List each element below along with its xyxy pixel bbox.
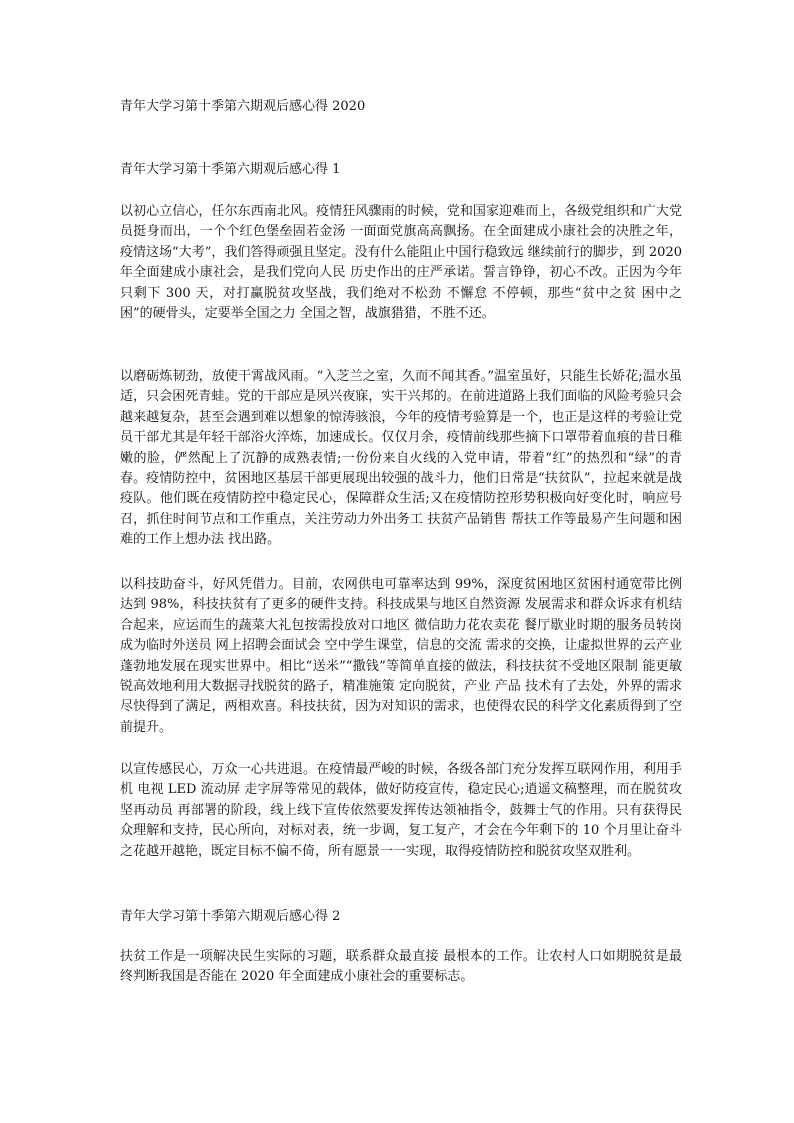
section-1-paragraph-1: 以初心立信心，任尔东西南北风。疫情狂风骤雨的时候，党和国家迎难而上，各级党组织和广大党员挺身而出，一个个红色堡垒固若金汤 一面面党旗高高飘扬。在全面建成小康社会的决胜之年，疫情这场“大考”，我们答得顽强且坚定。没有什么能阻止中国行稳致远 继续前行的脚步，到 2020 年全面建成小康社会，是我们党向人民 历史作出的庄严承诺。誓言铮铮，初心不改。正因为今年只剩下 300 天，对打赢脱贫攻坚战，我们绝对不松劲 不懈怠 不停顿，那些“贫中之贫 困中之困”的硬骨头，定要举全国之力 全国之智，战旗猎猎，不胜不还。 — [120, 204, 682, 322]
section-1-paragraph-4: 以宣传感民心，万众一心共进退。在疫情最严峻的时候，各级各部门充分发挥互联网作用，利用手机 电视 LED 流动屏 走字屏等常见的载体，做好防疫宣传，稳定民心;逍遥文稿整理，而在脱贫攻坚再动员 再部署的阶段，线上线下宣传依然要发挥传达领袖指令，鼓舞士气的作用。只有获得民众理解和支持，民心所向，对标对表，统一步调，复工复产，才会在今年剩下的 10 个月里让奋斗之花越开越艳，既定目标不偏不倚，所有愿景一一实现，取得疫情防控和脱贫攻坚双胜利。 — [120, 762, 682, 859]
section-heading-1: 青年大学习第十季第六期观后感心得 1 — [120, 162, 341, 177]
section-1-paragraph-2: 以磨砺炼韧劲，放使干霄战风雨。“入芝兰之室，久而不闻其香。”温室虽好，只能生长娇花;温水虽适，只会困死青蛙。党的干部应是夙兴夜寐，实干兴邦的。在前进道路上我们面临的风险考验只会越来越复杂，甚至会遇到难以想象的惊涛骇浪，今年的疫情考验算是一个，也正是这样的考验让党员干部尤其是年轻干部浴火淬炼，加速成长。仅仅月余，疫情前线那些摘下口罩带着血痕的昔日稚嫩的脸，俨然配上了沉静的成熟表情;一份份来自火线的入党申请，带着“红”的热烈和“绿”的青春。疫情防控中，贫困地区基层干部更展现出较强的战斗力，他们日常是“扶贫队”，拉起来就是战疫队。他们既在疫情防控中稳定民心，保障群众生活;又在疫情防控形势积极向好变化时，响应号召，抓住时间节点和工作重点，关注劳动力外出务工 扶贫产品销售 帮扶工作等最易产生问题和困难的工作上想办法 找出路。 — [120, 369, 682, 548]
document-title: 青年大学习第十季第六期观后感心得 2020 — [120, 99, 366, 114]
section-2-paragraph-1: 扶贫工作是一项解决民生实际的习题，联系群众最直接 最根本的工作。让农村人口如期脱贫是最终判断我国是否能在 2020 年全面建成小康社会的重要标志。 — [120, 949, 682, 985]
section-heading-2: 青年大学习第十季第六期观后感心得 2 — [120, 909, 341, 924]
section-1-paragraph-3: 以科技助奋斗，好风凭借力。目前，农网供电可靠率达到 99%，深度贫困地区贫困村通宽带比例达到 98%，科技扶贫有了更多的硬件支持。科技成果与地区自然资源 发展需求和群众诉求有机结合起来，应运而生的蔬菜大礼包按需投放对口地区 微信助力花农卖花 餐厅歇业时期的服务员转岗成为临时外送员 网上招聘会面试会 空中学生课堂，信息的交流 需求的交换，让虚拟世界的云产业蓬勃地发展在现实世界中。相比“送米”“撒钱”等简单直接的做法，科技扶贫不受地区限制 能更敏锐高效地利用大数据寻找脱贫的路子，精准施策 定向脱贫，产业 产品 技术有了去处，外界的需求尽快得到了满足，两相欢喜。科技扶贫，因为对知识的需求，也使得农民的科学文化素质得到了空前提升。 — [120, 577, 682, 735]
